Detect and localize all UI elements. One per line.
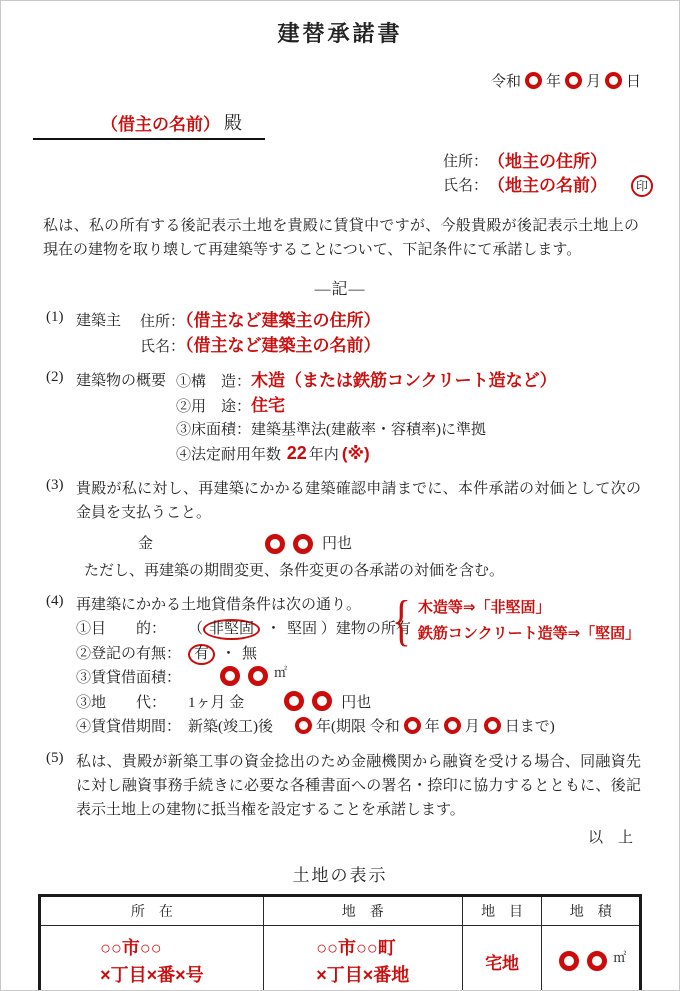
builder-name-line — [140, 334, 381, 359]
clause-4-number: (4) — [46, 593, 64, 609]
land-table-title: 土地の表示 — [292, 865, 388, 885]
lease-term-line — [76, 715, 641, 740]
life-unit: 年内 — [308, 447, 339, 463]
landlord-address-label: 住所： — [442, 154, 488, 170]
builder-address-placeholder: （借主など建築主の住所） — [185, 311, 381, 330]
floor-value: 建築基準法(建蔽率・容積率)に準拠 — [251, 422, 487, 438]
use-value: 住宅 — [251, 396, 286, 415]
service-life-line — [176, 442, 557, 467]
date-day-label: 日 — [625, 74, 641, 90]
clause-2 — [46, 369, 641, 467]
lot-line1: ○○市○○町 — [316, 937, 396, 958]
date-day-placeholder-circle — [605, 72, 622, 89]
lease-term-label: ④賃貸借期間： — [76, 719, 182, 735]
date-era: 令和 — [490, 74, 521, 90]
builder-address-line — [140, 309, 381, 334]
structure-value: 木造（または鉄筋コンクリート造など） — [251, 371, 557, 390]
term-prefix: 新築(竣工)後 — [188, 719, 273, 735]
clause-2-number: (2) — [46, 369, 64, 385]
lease-area-placeholder-circle — [248, 666, 268, 686]
lease-area-line — [76, 666, 641, 691]
rent-placeholder-circle — [312, 691, 332, 711]
registry-circled-option: 有 — [188, 644, 215, 665]
cell-location — [40, 925, 264, 991]
date-month-label: 月 — [585, 74, 601, 90]
record-divider: ―記― — [314, 281, 366, 298]
addressee-name-placeholder: （借主の名前） — [101, 115, 220, 134]
lease-area-unit: ㎡ — [274, 665, 288, 680]
money-placeholder-circle — [265, 534, 285, 554]
floor-label: ③床面積： — [176, 422, 252, 438]
term-mid2: 年 — [424, 719, 440, 735]
seal-stamp-icon: 印 — [631, 175, 653, 197]
lease-area-label: ③賃貸借面積： — [76, 670, 182, 686]
addressee-honorific: 殿 — [224, 113, 242, 133]
clause-1-lines — [140, 309, 381, 359]
land-category-value: 宅地 — [485, 954, 520, 973]
builder-address-label: 住所： — [140, 314, 186, 330]
rent-label: ③地 代： — [76, 694, 167, 711]
purpose-label: ①目 的： — [76, 621, 167, 637]
clause-3-proviso: ただし、再建築の期間変更、条件変更の各承諾の対価を含む。 — [84, 563, 505, 579]
registry-separator-dot: ・ — [221, 645, 237, 662]
builder-name-label: 氏名： — [140, 339, 186, 355]
purpose-tail: 建物の所有 — [335, 621, 411, 637]
landlord-address-row — [443, 150, 653, 174]
land-table-header-row — [40, 895, 641, 925]
area-placeholder-circle — [559, 951, 579, 971]
area-placeholder-circle — [587, 951, 607, 971]
clause-2-title: 建築物の概要 — [76, 373, 167, 389]
floor-area-line — [176, 419, 557, 442]
lot-number-placeholder — [316, 935, 409, 989]
clause-2-lines — [176, 369, 557, 467]
term-mid1: 年(期限 令和 — [316, 719, 400, 735]
purpose-alt-option: 堅固 ） — [287, 621, 336, 637]
clause-1-number: (1) — [46, 309, 64, 325]
term-mid3: 月 — [464, 719, 480, 735]
clause-3-text: 貴殿が私に対し、再建築にかかる建築確認申請までに、本件承諾の対価として次の金員を支払うこと。 — [76, 481, 641, 521]
note-brace: { — [392, 590, 411, 652]
header-lot-number: 地 番 — [263, 895, 462, 925]
rent-prefix: 1ヶ月 金 — [188, 694, 245, 711]
cell-lot-number — [263, 925, 462, 991]
intro-paragraph: 私は、私の所有する後記表示土地を貴殿に賃貸中ですが、今般貴殿が後記表示土地上の現在の建物を取り壊して再建築等することについて、下記条件にて承諾します。 — [43, 218, 639, 258]
date-line — [1, 70, 679, 91]
use-label: ②用 途： — [176, 399, 252, 415]
term-tail: 日まで) — [504, 719, 555, 735]
clause-4-body — [76, 590, 641, 740]
life-label: ④法定耐用年数 — [176, 447, 282, 463]
note-lines — [418, 595, 640, 647]
landlord-name-label: 氏名： — [442, 178, 488, 194]
money-placeholder-circle — [293, 534, 313, 554]
landlord-name-placeholder: （地主の名前） — [488, 176, 607, 195]
builder-name-placeholder: （借主など建築主の名前） — [185, 336, 381, 355]
term-day-placeholder-circle — [484, 717, 501, 734]
header-location: 所 在 — [40, 895, 264, 925]
area-unit: ㎡ — [613, 950, 627, 965]
use-line — [176, 394, 557, 419]
rent-line — [76, 691, 641, 716]
date-year-placeholder-circle — [525, 72, 542, 89]
date-month-placeholder-circle — [565, 72, 582, 89]
structure-line — [176, 369, 557, 394]
term-month-placeholder-circle — [444, 717, 461, 734]
registry-alt-option: 無 — [242, 645, 258, 662]
cell-land-area — [542, 925, 641, 991]
closing-ijou: 以 上 — [587, 829, 633, 846]
location-line2: ×丁目×番×号 — [100, 964, 204, 985]
addressee-line — [33, 109, 265, 140]
rent-unit: 円也 — [341, 694, 372, 711]
money-unit: 円也 — [322, 536, 353, 552]
location-placeholder — [100, 935, 204, 989]
structure-label: ①構 造： — [176, 374, 252, 390]
clause-3-number: (3) — [46, 477, 64, 493]
clause-3 — [46, 477, 641, 583]
land-description-table — [38, 894, 642, 991]
term-years-placeholder-circle — [295, 717, 312, 734]
registry-label: ②登記の有無： — [76, 645, 182, 662]
clause-5 — [46, 750, 641, 822]
note-line-wooden: 木造等⇒「非堅固」 — [417, 599, 551, 616]
clause-1-title: 建築主 — [76, 313, 122, 329]
purpose-separator-dot: ・ — [266, 621, 282, 637]
location-line1: ○○市○○ — [100, 937, 162, 958]
purpose-circled-option: 非堅固 — [203, 619, 260, 640]
clause-5-number: (5) — [46, 749, 64, 766]
landlord-block — [443, 150, 653, 198]
rent-placeholder-circle — [284, 691, 304, 711]
clause-5-text: 私は、貴殿が新築工事の資金捻出のため金融機関から融資を受ける場合、同融資先に対し融資事務手続きに必要な各種書面への署名・捺印に協力するとともに、後記表示土地上の建物に抵当権を設定することを承諾します。 — [76, 753, 641, 818]
lot-line2: ×丁目×番地 — [316, 964, 410, 985]
landlord-address-placeholder: （地主の住所） — [488, 152, 607, 171]
clause-1 — [46, 309, 641, 359]
money-label: 金 — [138, 536, 154, 552]
note-line-concrete: 鉄筋コンクリート造等⇒「堅固」 — [417, 625, 641, 642]
clause-4-heading: 再建築にかかる土地貸借条件は次の通り。 — [76, 597, 362, 613]
date-year-label: 年 — [545, 74, 561, 90]
rigidity-note — [388, 590, 641, 652]
term-era-year-placeholder-circle — [404, 717, 421, 734]
clause-4 — [46, 590, 641, 740]
document-title: 建替承諾書 — [277, 21, 403, 46]
landlord-name-row — [443, 174, 653, 198]
money-line — [138, 532, 641, 556]
cell-land-category — [462, 925, 542, 991]
purpose-open-paren: （ — [188, 621, 204, 637]
lease-area-placeholder-circle — [220, 666, 240, 686]
header-land-area: 地 積 — [542, 895, 641, 925]
life-note-mark: (※) — [341, 444, 370, 463]
land-table-data-row — [40, 925, 641, 991]
life-years-value: 22 — [286, 443, 307, 463]
clause-3-body — [76, 477, 641, 583]
header-land-category: 地 目 — [462, 895, 542, 925]
